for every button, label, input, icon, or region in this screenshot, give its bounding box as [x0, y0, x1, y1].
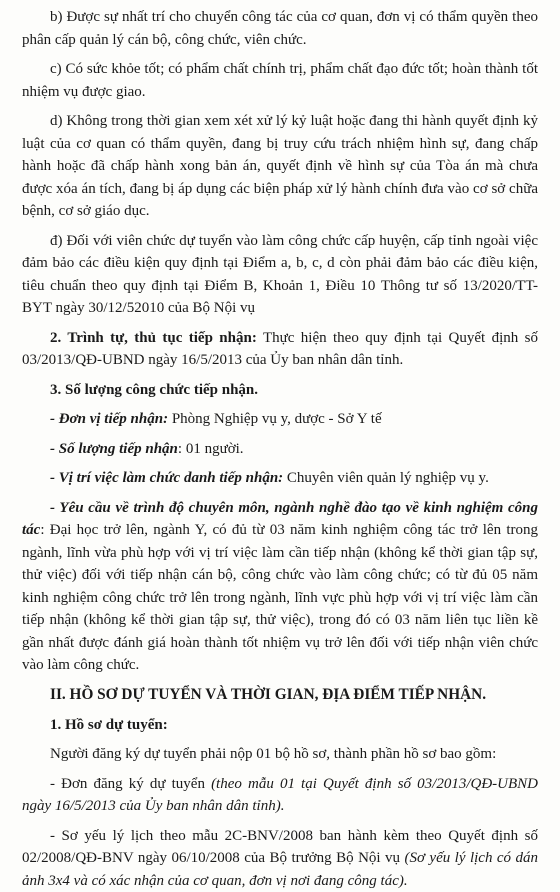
- item-application-form: [22, 773, 538, 818]
- requirements-label: - Yêu cầu về trình độ chuyên môn, ngành nghề đào tạo về kinh nghiệm công tác: [22, 500, 538, 539]
- paragraph-d: d) Không trong thời gian xem xét xử lý kỷ luật hoặc đang thi hành quyết định kỷ luật của cơ quan có thẩm quyền, đang bị truy cứu trách nhiệm hình sự, đang chấp hành hoặc đã chấp hành xong bản án, quyết định về hình sự của Tòa án mà chưa được xóa án tích, đang bị áp dụng các biện pháp xử lý hành chính đưa vào cơ sở chữa bệnh, cơ sở giáo dục.: [22, 110, 538, 223]
- item-application-form-note: (theo mẫu 01 tại Quyết định số 03/2013/QĐ-UBND ngày 16/5/2013 của Ủy ban nhân dân tỉnh).: [22, 776, 538, 815]
- part-2-intro: Người đăng ký dự tuyển phải nộp 01 bộ hồ sơ, thành phần hồ sơ bao gồm:: [22, 743, 538, 766]
- receiving-position-label: - Vị trí việc làm chức danh tiếp nhận:: [50, 470, 283, 486]
- paragraph-c: c) Có sức khỏe tốt; có phẩm chất chính trị, phẩm chất đạo đức tốt; hoàn thành tốt nhiệm vụ được giao.: [22, 58, 538, 103]
- receiving-unit-value: Phòng Nghiệp vụ y, dược - Sở Y tế: [168, 411, 382, 427]
- part-2-sub-1: 1. Hồ sơ dự tuyển:: [22, 714, 538, 737]
- receiving-unit: [22, 408, 538, 431]
- receiving-count-label: - Số lượng tiếp nhận: [50, 441, 178, 457]
- section-3-heading: 3. Số lượng công chức tiếp nhận.: [22, 379, 538, 402]
- item-application-form-text: - Đơn đăng ký dự tuyển: [50, 776, 211, 792]
- receiving-count-value: : 01 người.: [178, 441, 244, 457]
- paragraph-b: b) Được sự nhất trí cho chuyển công tác của cơ quan, đơn vị có thẩm quyền theo phân cấp quản lý cán bộ, công chức, viên chức.: [22, 6, 538, 51]
- requirements-value: : Đại học trở lên, ngành Y, có đủ từ 03 năm kinh nghiệm công tác trở lên trong ngành, lĩnh vừa phù hợp với vị trí việc làm cần tiếp nhận (không kể thời gian tập sự, thử việc) đối với tiếp nhận cán bộ, công chức vào làm công chức; có từ đủ 05 năm kinh nghiệm công chức trở lên trong ngành, lĩnh vực phù hợp với vị trí việc làm cần tiếp nhận (không kể thời gian tập sự, thử việc), trong đó có 03 năm liên tục liền kề gần nhất được đánh giá hoàn thành tốt nhiệm vụ trở lên đối với tiếp nhận viên chức vào làm công chức.: [22, 522, 538, 673]
- item-resume-text: - Sơ yếu lý lịch theo mẫu 2C-BNV/2008 ban hành kèm theo Quyết định số 02/2008/QĐ-BNV ngày 06/10/2008 của Bộ trưởng Bộ Nội vụ: [22, 828, 538, 867]
- section-2: [22, 327, 538, 372]
- receiving-unit-label: - Đơn vị tiếp nhận:: [50, 411, 168, 427]
- item-resume-note: (Sơ yếu lý lịch có dán ảnh 3x4 và có xác nhận của cơ quan, đơn vị nơi đang công tác).: [22, 850, 538, 889]
- part-2-title: II. HỒ SƠ DỰ TUYỂN VÀ THỜI GIAN, ĐỊA ĐIỂM TIẾP NHẬN.: [22, 684, 538, 706]
- item-resume: [22, 825, 538, 892]
- paragraph-dd: đ) Đối với viên chức dự tuyển vào làm công chức cấp huyện, cấp tỉnh ngoài việc đảm bảo các điều kiện quy định tại Điểm a, b, c, d còn phải đảm bảo các điều kiện, tiêu chuẩn theo quy định tại Điểm B, Khoản 1, Điều 10 Thông tư số 13/2020/TT-BYT ngày 30/12/52010 của Bộ Nội vụ: [22, 230, 538, 320]
- section-2-text: Thực hiện theo quy định tại Quyết định số 03/2013/QĐ-UBND ngày 16/5/2013 của Ủy ban nhân dân tỉnh.: [22, 330, 538, 369]
- receiving-count: [22, 438, 538, 461]
- requirements: [22, 497, 538, 677]
- receiving-position: [22, 467, 538, 490]
- section-2-heading: 2. Trình tự, thủ tục tiếp nhận:: [50, 330, 257, 346]
- receiving-position-value: Chuyên viên quản lý nghiệp vụ y.: [283, 470, 489, 486]
